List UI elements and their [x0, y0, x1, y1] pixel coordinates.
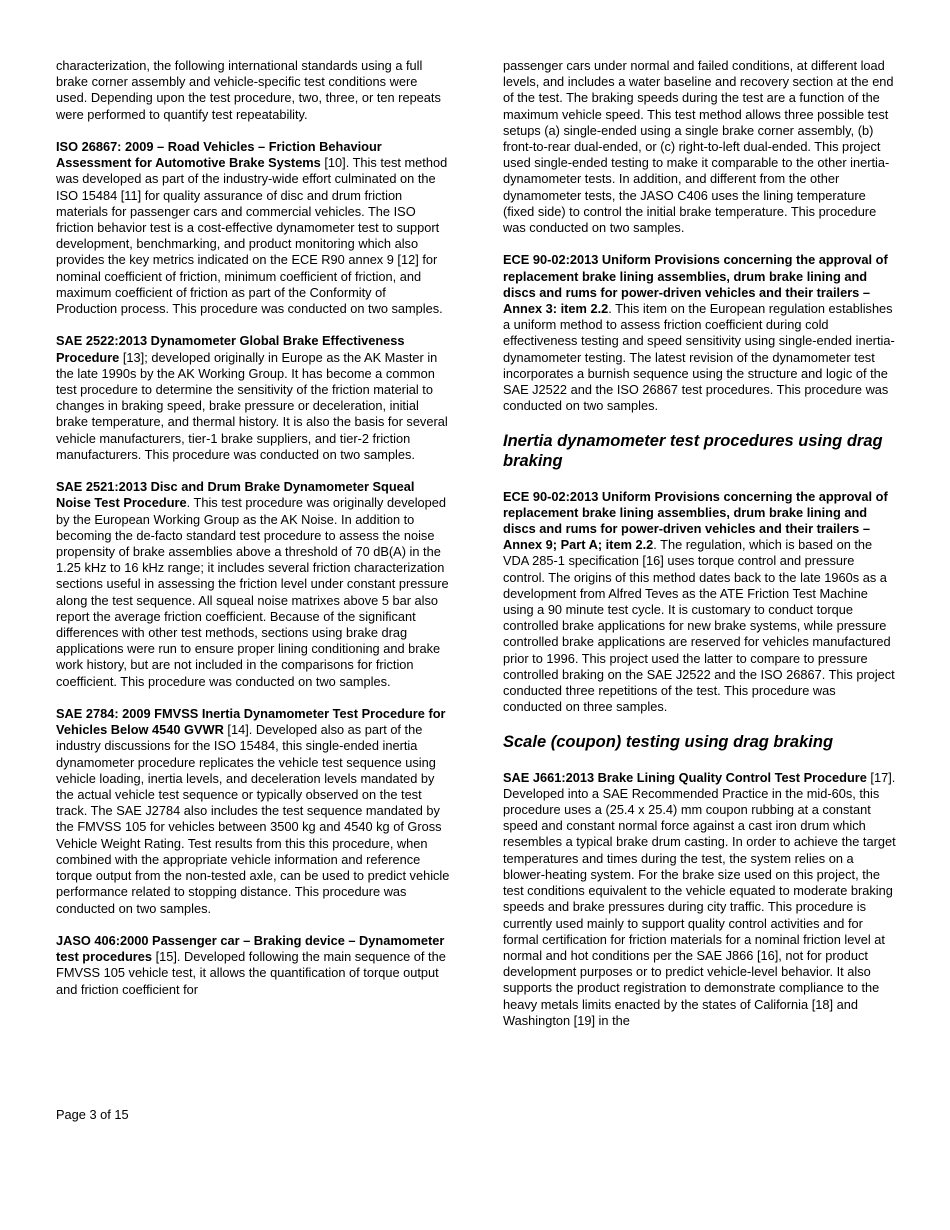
jaso406-paragraph [56, 933, 450, 998]
saej661-paragraph [503, 770, 898, 1029]
sae2784-body: [14]. Developed also as part of the industry discussions for the ISO 15484, this single-ended inertia dynamometer procedure replicates the vehicle test sequence using vehicle loading, inertia levels, and deceleration levels mandated by the actual vehicle test sequence or typically observed on the test track. The SAE J2784 also includes the test sequence mandated by the FMVSS 105 for vehicles between 3500 kg and 4540 kg of Gross Vehicle Weight Rating. Test results from this this procedure, when combined with the appropriate vehicle information and reference torque output from the non-tested axle, can be used to predict vehicle performance related to stopping distance. This procedure was conducted on two samples. [56, 722, 450, 916]
jaso406-body: [15]. Developed following the main sequence of the FMVSS 105 vehicle test, it allows the quantification of torque output and friction coefficient for [56, 949, 446, 997]
ece-annex3-title: ECE 90-02:2013 Uniform Provisions concerning the approval of replacement brake lining assemblies, drum brake lining and discs and rums for power-driven vehicles and their trailers – Annex 3: item 2.2 [503, 252, 888, 317]
sae2522-body: [13]; developed originally in Europe as the AK Master in the late 1990s by the AK Working Group. It has become a common test procedure to determine the sensitivity of the friction material to changes in braking speed, brake pressure or deceleration, initial brake temperature, and thermal history. It is also the basis for several vehicle manufacturers, tier-1 brake suppliers, and tier-2 friction manufacturers. This procedure was conducted on two samples. [56, 349, 448, 462]
jaso-continued-paragraph: passenger cars under normal and failed conditions, at different load levels, and includes a water baseline and recovery section at the end of the test. The braking speeds during the test are a function of the maximum vehicle speed. This test method allows three possible test setups (a) single-ended using a single brake corner assembly, (b) front-to-rear dual-ended, or (c) right-to-left dual-ended. This project used single-ended testing to make it comparable to the other inertia-dynamometer tests. In addition, and different from the other dynamometer tests, the JASO C406 uses the lining temperature (fixed side) to control the initial brake temperature. This procedure was conducted on two samples. [503, 58, 894, 236]
sae2521-title: SAE 2521:2013 Disc and Drum Brake Dynamometer Squeal Noise Test Procedure [56, 479, 415, 511]
jaso406-title: JASO 406:2000 Passenger car – Braking device – Dynamometer test procedures [56, 932, 445, 965]
ece-annex9-title: ECE 90-02:2013 Uniform Provisions concerning the approval of replacement brake lining assemblies, drum brake lining and discs and rums for power-driven vehicles and their trailers – Annex 9; Part A; item 2.2 [503, 488, 888, 553]
iso26867-title: ISO 26867: 2009 – Road Vehicles – Friction Behaviour Assessment for Automotive Brake Systems [56, 139, 382, 171]
sae2521-paragraph [56, 479, 450, 690]
right-column [503, 58, 898, 1045]
ece-annex9-body: . The regulation, which is based on the VDA 285-1 specification [16] uses torque control and pressure control. The origins of this method dates back to the late 1960s as a development from Alfred Teves as the ATE Friction Test Machine using a 90 minute test cycle. It is customary to conduct torque controlled brake applications for new brake systems, while pressure controlled brake applications are reserved for vehicles manufactured prior to 1996. This project used the latter to compare to pressure controlled braking on the SAE J2522 and the ISO 26867. This project conducted three repetitions of the test. This procedure was conducted on three samples. [503, 537, 895, 715]
sae2784-paragraph [56, 706, 450, 917]
section-heading-scale-testing: Scale (coupon) testing using drag braking [503, 732, 834, 751]
page-number: Page 3 of 15 [56, 1107, 129, 1122]
ece-annex9-paragraph [503, 489, 898, 716]
ece-annex3-body: . This item on the European regulation establishes a uniform method to assess friction coefficient during cold effectiveness testing and speed sensitivity using single-ended inertia-dynamometer testing. The latest revision of the dynamometer test incorporates a burnish sequence using the structure and logic of the SAE J2522 and the ISO 26867 test procedures. This procedure was conducted on two samples. [503, 301, 895, 414]
sae2522-title: SAE 2522:2013 Dynamometer Global Brake Effectiveness Procedure [56, 333, 405, 365]
ece-annex3-paragraph [503, 252, 898, 414]
section-heading-drag-braking: Inertia dynamometer test procedures using drag braking [503, 431, 883, 470]
sae2521-body: . This test procedure was originally developed by the European Working Group as the AK Noise. In addition to becoming the de-facto standard test procedure to assess the noise propensity of brake assemblies above a threshold of 70 dB(A) in the 1.25 kHz to 16 kHz range; it includes several friction characterization sections useful in assessing the friction level under constant pressure along the test sequence. All squeal noise matrixes above 5 bar also report the average friction coefficient. Because of the significant differences with other test methods, sections using brake drag applications were run to ensure proper lining conditioning and brake work history, but are not included in the comparisons for friction coefficient. This procedure was conducted on two samples. [56, 495, 449, 689]
sae2522-paragraph [56, 333, 450, 463]
left-column [56, 58, 450, 1014]
iso26867-body: [10]. This test method was developed as part of the industry-wide effort culminated on the ISO 15484 [11] for quality assurance of disc and drum friction materials for passenger cars and commercial vehicles. The ISO friction behavior test is a cost-effective dynamometer test to support development, benchmarking, and product monitoring which also provides the key metrics indicated on the ECE R90 annex 9 [12] for nominal coefficient of friction, minimum coefficient of friction, and maximum coefficient of friction as part of the Conformity of Production process. This procedure was conducted on two samples. [56, 155, 448, 317]
iso26867-paragraph [56, 139, 450, 317]
intro-paragraph: characterization, the following international standards using a full brake corner assembly and vehicle-specific test conditions were used. Depending upon the test procedure, two, three, or ten repeats were performed to quantify test repeatability. [56, 58, 441, 122]
saej661-title: SAE J661:2013 Brake Lining Quality Control Test Procedure [503, 769, 867, 785]
saej661-body: [17]. Developed into a SAE Recommended Practice in the mid-60s, this procedure uses a (25.4 x 25.4) mm coupon rubbing at a constant speed and constant normal force against a cast iron drum which resembles a typical brake drum casting. In order to achieve the target temperatures and times during the test, the system relies on a blower-heating system. For the brake size used on this project, the test conditions equivalent to the vehicle equated to moderate braking speeds and brake pressures during city traffic. This procedure is currently used mainly to support quality control activities and for formal certification for friction materials for a nominal friction level at normal and hot conditions per the SAE J866 [16], not for product development purposes or to predict vehicle-level behavior. It also supports the product registration to demonstrate compliance to the heavy metals limits enacted by the states of California [18] and Washington [19] in the [503, 769, 896, 1028]
sae2784-title: SAE 2784: 2009 FMVSS Inertia Dynamometer Test Procedure for Vehicles Below 4540 GVWR [56, 706, 446, 738]
